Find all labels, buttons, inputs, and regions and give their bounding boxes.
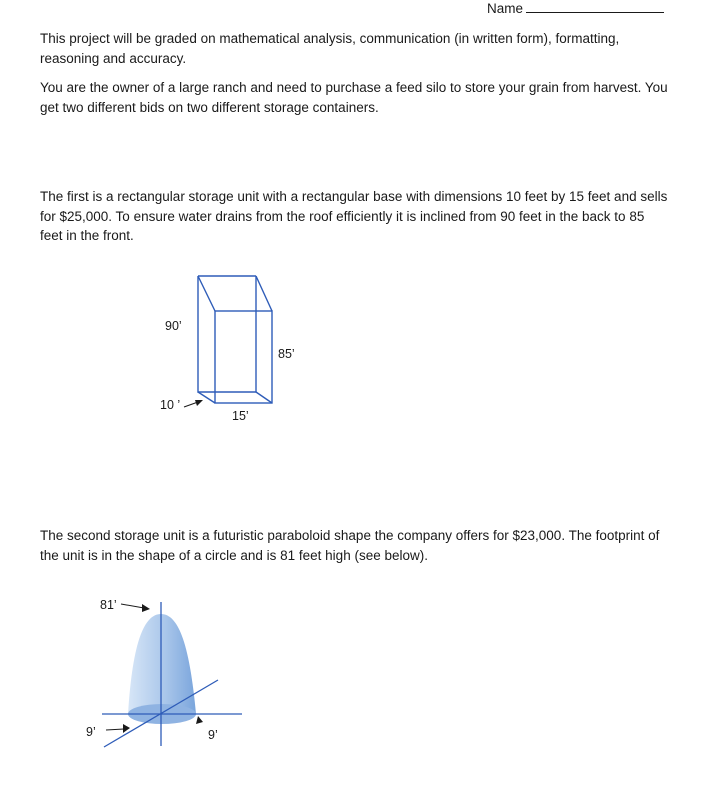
arrow-9-ft-left-line bbox=[106, 729, 124, 730]
rectangular-silo-diagram bbox=[150, 268, 320, 428]
box-top-left-edge bbox=[198, 276, 215, 311]
paraboloid-silo-diagram bbox=[80, 590, 260, 750]
grading-paragraph: This project will be graded on mathematical analysis, communication (in written form), formatting, reasoning and accuracy. bbox=[40, 31, 620, 66]
label-15-ft: 15’ bbox=[232, 409, 249, 423]
box-top-right-edge bbox=[256, 276, 272, 311]
arrow-81-ft-head bbox=[142, 604, 150, 612]
arrow-10-ft-line bbox=[184, 402, 198, 407]
arrow-10-ft-head bbox=[195, 400, 203, 406]
label-9-ft-left: 9’ bbox=[86, 725, 96, 739]
second-unit-paragraph: The second storage unit is a futuristic paraboloid shape the company offers for $23,000. The footprint of the unit is in the shape of a circle and is 81 feet high (see below). bbox=[40, 528, 660, 563]
arrow-81-ft-line bbox=[121, 604, 144, 608]
label-10-ft: 10 ’ bbox=[160, 398, 181, 412]
box-front-face bbox=[215, 311, 272, 403]
name-label: Name bbox=[487, 1, 524, 16]
name-blank-line bbox=[526, 0, 664, 13]
label-85-ft: 85’ bbox=[278, 347, 295, 361]
label-81-ft: 81’ bbox=[100, 598, 117, 612]
box-bottom-right-edge bbox=[256, 392, 272, 403]
first-unit-paragraph: The first is a rectangular storage unit with a rectangular base with dimensions 10 feet by 15 feet and sells for $25,000. To ensure water drains from the roof efficiently it is inclined from 90 feet in the back to 85 feet in the front. bbox=[40, 189, 668, 243]
rectangular-silo-figure bbox=[150, 268, 320, 433]
arrow-9-ft-right-head bbox=[196, 716, 203, 724]
name-field bbox=[487, 0, 664, 16]
label-90-ft: 90’ bbox=[165, 319, 182, 333]
label-9-ft-right: 9’ bbox=[208, 728, 218, 742]
paraboloid-silo-figure bbox=[80, 590, 260, 755]
scenario-paragraph: You are the owner of a large ranch and need to purchase a feed silo to store your grain from harvest. You get two different bids on two different storage containers. bbox=[40, 80, 668, 115]
